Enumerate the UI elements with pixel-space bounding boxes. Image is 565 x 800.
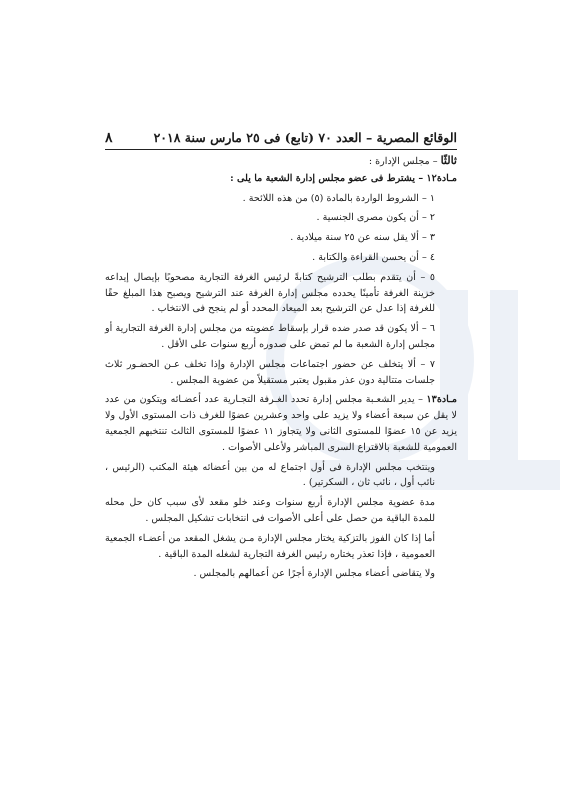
page-header: [105, 130, 457, 150]
article-12-intro: – يشترط فى عضو مجلس إدارة الشعبة ما يلى :: [230, 172, 427, 184]
article-12-item-3: ٣ – ألا يقل سنه عن ٢٥ سنة ميلادية .: [290, 232, 435, 244]
section-heading: [105, 153, 457, 170]
article-12-item-1: ١ – الشروط الواردة بالمادة (٥) من هذه اللائحة .: [242, 192, 435, 204]
article-13-label: مـادة١٣: [426, 394, 457, 406]
article-12-label: مـادة١٢: [426, 172, 457, 184]
article-12-item-5: ٥ – أن يتقدم بطلب الترشيح كتابةً لرئيس الغرفة التجارية مصحوبًا بإيصال إيداعه خزينة الغرفة تأمينًا يحدده مجلس إدارة الغرفة عند الترشيح ويصبح هذا المبلغ حقًا للغرفة إذا عدل عن الترشيح بعد الميعاد المحدد أو لم ينجح فى الانتخاب .: [105, 271, 435, 315]
article-13-text: – يدير الشعـبة مجلس إدارة تحدد الغـرفة التجـارية عدد أعضـائه ويتكون من عدد لا يقل عن سبعة أعضاء ولا يزيد على واحد وعشرين عضوًا للغرف ذات المستوى الأول ولا يزيد عن ١٥ عضوًا للمستوى الثانى ولا يتجاوز ١١ عضوًا للمستوى الثالث تنتخبهم الجمعية العمومية للشعبة بالاقتراع السرى المباشر ولأعلى الأصوات .: [105, 394, 458, 453]
paragraph-1: وينتخب مجلس الإدارة فى أول اجتماع له من بين أعضائه هيئة المكتب (الرئيس ، نائب أول ، نائب ثان ، السكرتير) .: [105, 461, 435, 489]
section-text: – مجلس الإدارة :: [368, 156, 441, 167]
section-label: ثالثًا: [440, 154, 457, 167]
header-title: الوقائع المصرية – العدد ٧٠ (تابع) فى ٢٥ مارس سنة ٢٠١٨: [153, 130, 457, 145]
paragraph-4: ولا يتقاضى أعضاء مجلس الإدارة أجرًا عن أعمالهم بالمجلس .: [193, 568, 435, 580]
article-12-item-4: ٤ – أن يحسن القراءة والكتابة .: [312, 251, 435, 263]
page-number: ٨: [105, 130, 113, 146]
document-body: [105, 153, 457, 582]
article-13: [105, 392, 457, 455]
article-12-item-7: ٧ – ألا يتخلف عن حضور اجتماعات مجلس الإدارة وإذا تخلف عـن الحضـور ثلاث جلسات متتالية دون عذر مقبول يعتبر مستقيلاً من عضوية المجلس .: [105, 358, 435, 386]
article-12-item-2: ٢ – أن يكون مصرى الجنسية .: [316, 212, 435, 224]
article-12-item-6: ٦ – ألا يكون قد صدر ضده قرار بإسقاط عضويته من مجلس إدارة الغرفة التجارية أو مجلس إدارة الشعبة ما لم تمض على صدوره أربع سنوات على الأقل .: [105, 323, 435, 350]
paragraph-2: مدة عضوية مجلس الإدارة أربع سنوات وعند خلو مقعد لأى سبب كان حل محله للمدة الباقية من حصل على أعلى الأصوات فى انتخابات تشكيل المجلس .: [105, 497, 435, 524]
paragraph-3: أما إذا كان الفوز بالتزكية يختار مجلس الإدارة مـن يشغل المقعد من أعضـاء الجمعية العمومية ، فإذا تعذر يختاره رئيس الغرفة التجارية لشغله المدة الباقية .: [105, 532, 435, 560]
document-page: [105, 130, 457, 586]
article-12: [105, 171, 457, 187]
